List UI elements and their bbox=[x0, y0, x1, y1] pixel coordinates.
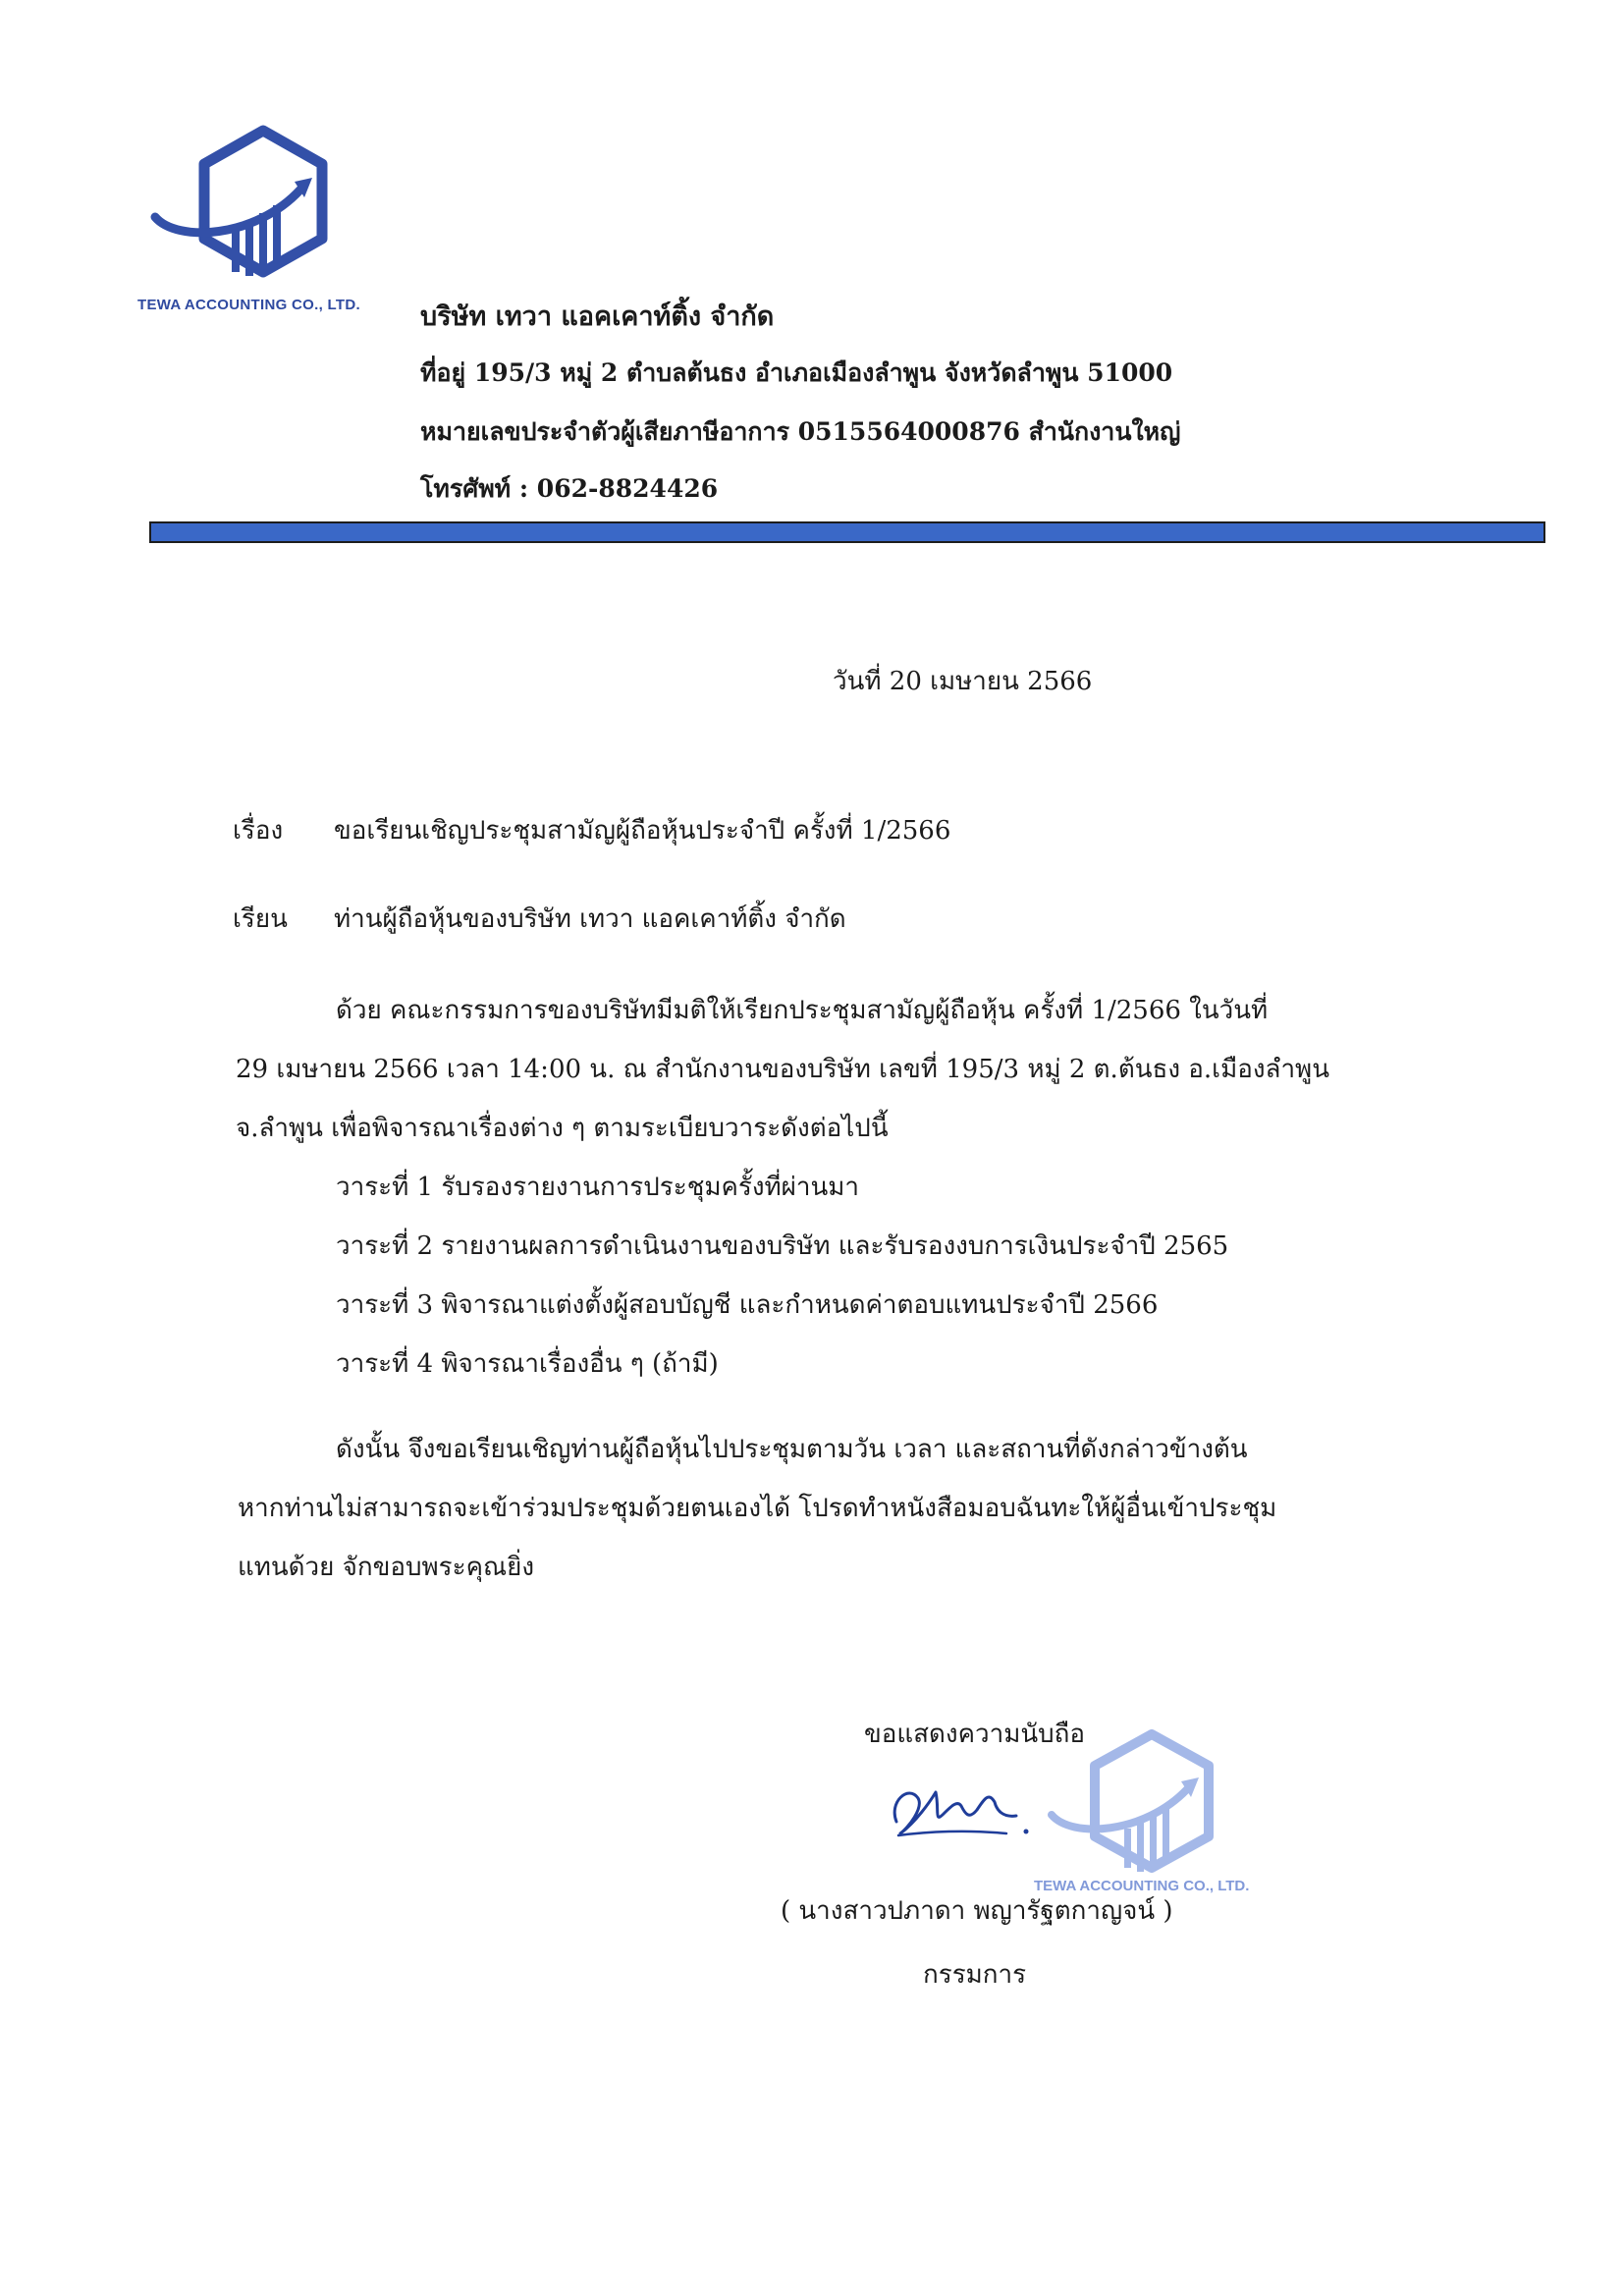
tax-id: หมายเลขประจำตัวผู้เสียภาษีอาการ 0515564000876 สำนักงานใหญ่ bbox=[420, 417, 1181, 446]
paragraph-1-line-1: ด้วย คณะกรรมการของบริษัทมีมติให้เรียกประชุมสามัญผู้ถือหุ้น ครั้งที่ 1/2566 ในวันที่ bbox=[336, 996, 1269, 1025]
subject-label: เรื่อง bbox=[233, 816, 284, 846]
paragraph-2-line-1: ดังนั้น จึงขอเรียนเชิญท่านผู้ถือหุ้นไปประชุมตามวัน เวลา และสถานที่ดังกล่าวข้างต้น bbox=[336, 1435, 1248, 1464]
company-stamp bbox=[1046, 1726, 1222, 1893]
company-name: บริษัท เทวา แอคเคาท์ติ้ง จำกัด bbox=[420, 301, 775, 332]
recipient-text: ท่านผู้ถือหุ้นของบริษัท เทวา แอคเคาท์ติ้ง จำกัด bbox=[334, 904, 846, 934]
logo-text: TEWA ACCOUNTING CO., LTD. bbox=[137, 297, 360, 313]
phone-number: โทรศัพท์ : 062-8824426 bbox=[420, 474, 719, 503]
company-logo bbox=[147, 123, 344, 304]
stamp-text: TEWA ACCOUNTING CO., LTD. bbox=[1034, 1878, 1250, 1894]
header-divider-bar bbox=[149, 521, 1545, 543]
paragraph-1-line-2: 29 เมษายน 2566 เวลา 14:00 น. ณ สำนักงานของบริษัท เลขที่ 195/3 หมู่ 2 ต.ต้นธง อ.เมืองลำพูน bbox=[236, 1055, 1329, 1084]
company-address: ที่อยู่ 195/3 หมู่ 2 ตำบลต้นธง อำเภอเมืองลำพูน จังหวัดลำพูน 51000 bbox=[420, 358, 1173, 387]
paragraph-2-line-3: แทนด้วย จักขอบพระคุณยิ่ง bbox=[238, 1553, 535, 1582]
agenda-item-1: วาระที่ 1 รับรองรายงานการประชุมครั้งที่ผ่านมา bbox=[336, 1173, 860, 1202]
agenda-item-3: วาระที่ 3 พิจารณาแต่งตั้งผู้สอบบัญชี และกำหนดค่าตอบแทนประจำปี 2566 bbox=[336, 1290, 1159, 1320]
paragraph-2-line-2: หากท่านไม่สามารถจะเข้าร่วมประชุมด้วยตนเองได้ โปรดทำหนังสือมอบฉันทะให้ผู้อื่นเข้าประชุม bbox=[238, 1494, 1277, 1523]
subject-text: ขอเรียนเชิญประชุมสามัญผู้ถือหุ้นประจำปี ครั้งที่ 1/2566 bbox=[334, 816, 951, 846]
agenda-item-4: วาระที่ 4 พิจารณาเรื่องอื่น ๆ (ถ้ามี) bbox=[336, 1349, 719, 1379]
handwritten-signature bbox=[879, 1763, 1036, 1856]
recipient-label: เรียน bbox=[233, 904, 288, 934]
tewa-logo-icon bbox=[147, 123, 344, 304]
agenda-item-2: วาระที่ 2 รายงานผลการดำเนินงานของบริษัท และรับรองงบการเงินประจำปี 2565 bbox=[336, 1231, 1229, 1261]
closing-regards: ขอแสดงความนับถือ bbox=[864, 1720, 1085, 1749]
paragraph-1-line-3: จ.ลำพูน เพื่อพิจารณาเรื่องต่าง ๆ ตามระเบียบวาระดังต่อไปนี้ bbox=[236, 1114, 889, 1143]
letter-date: วันที่ 20 เมษายน 2566 bbox=[833, 667, 1093, 696]
signer-name: ( นางสาวปภาดา พญารัฐตกาญจน์ ) bbox=[781, 1896, 1173, 1926]
signer-title: กรรมการ bbox=[923, 1960, 1027, 1990]
